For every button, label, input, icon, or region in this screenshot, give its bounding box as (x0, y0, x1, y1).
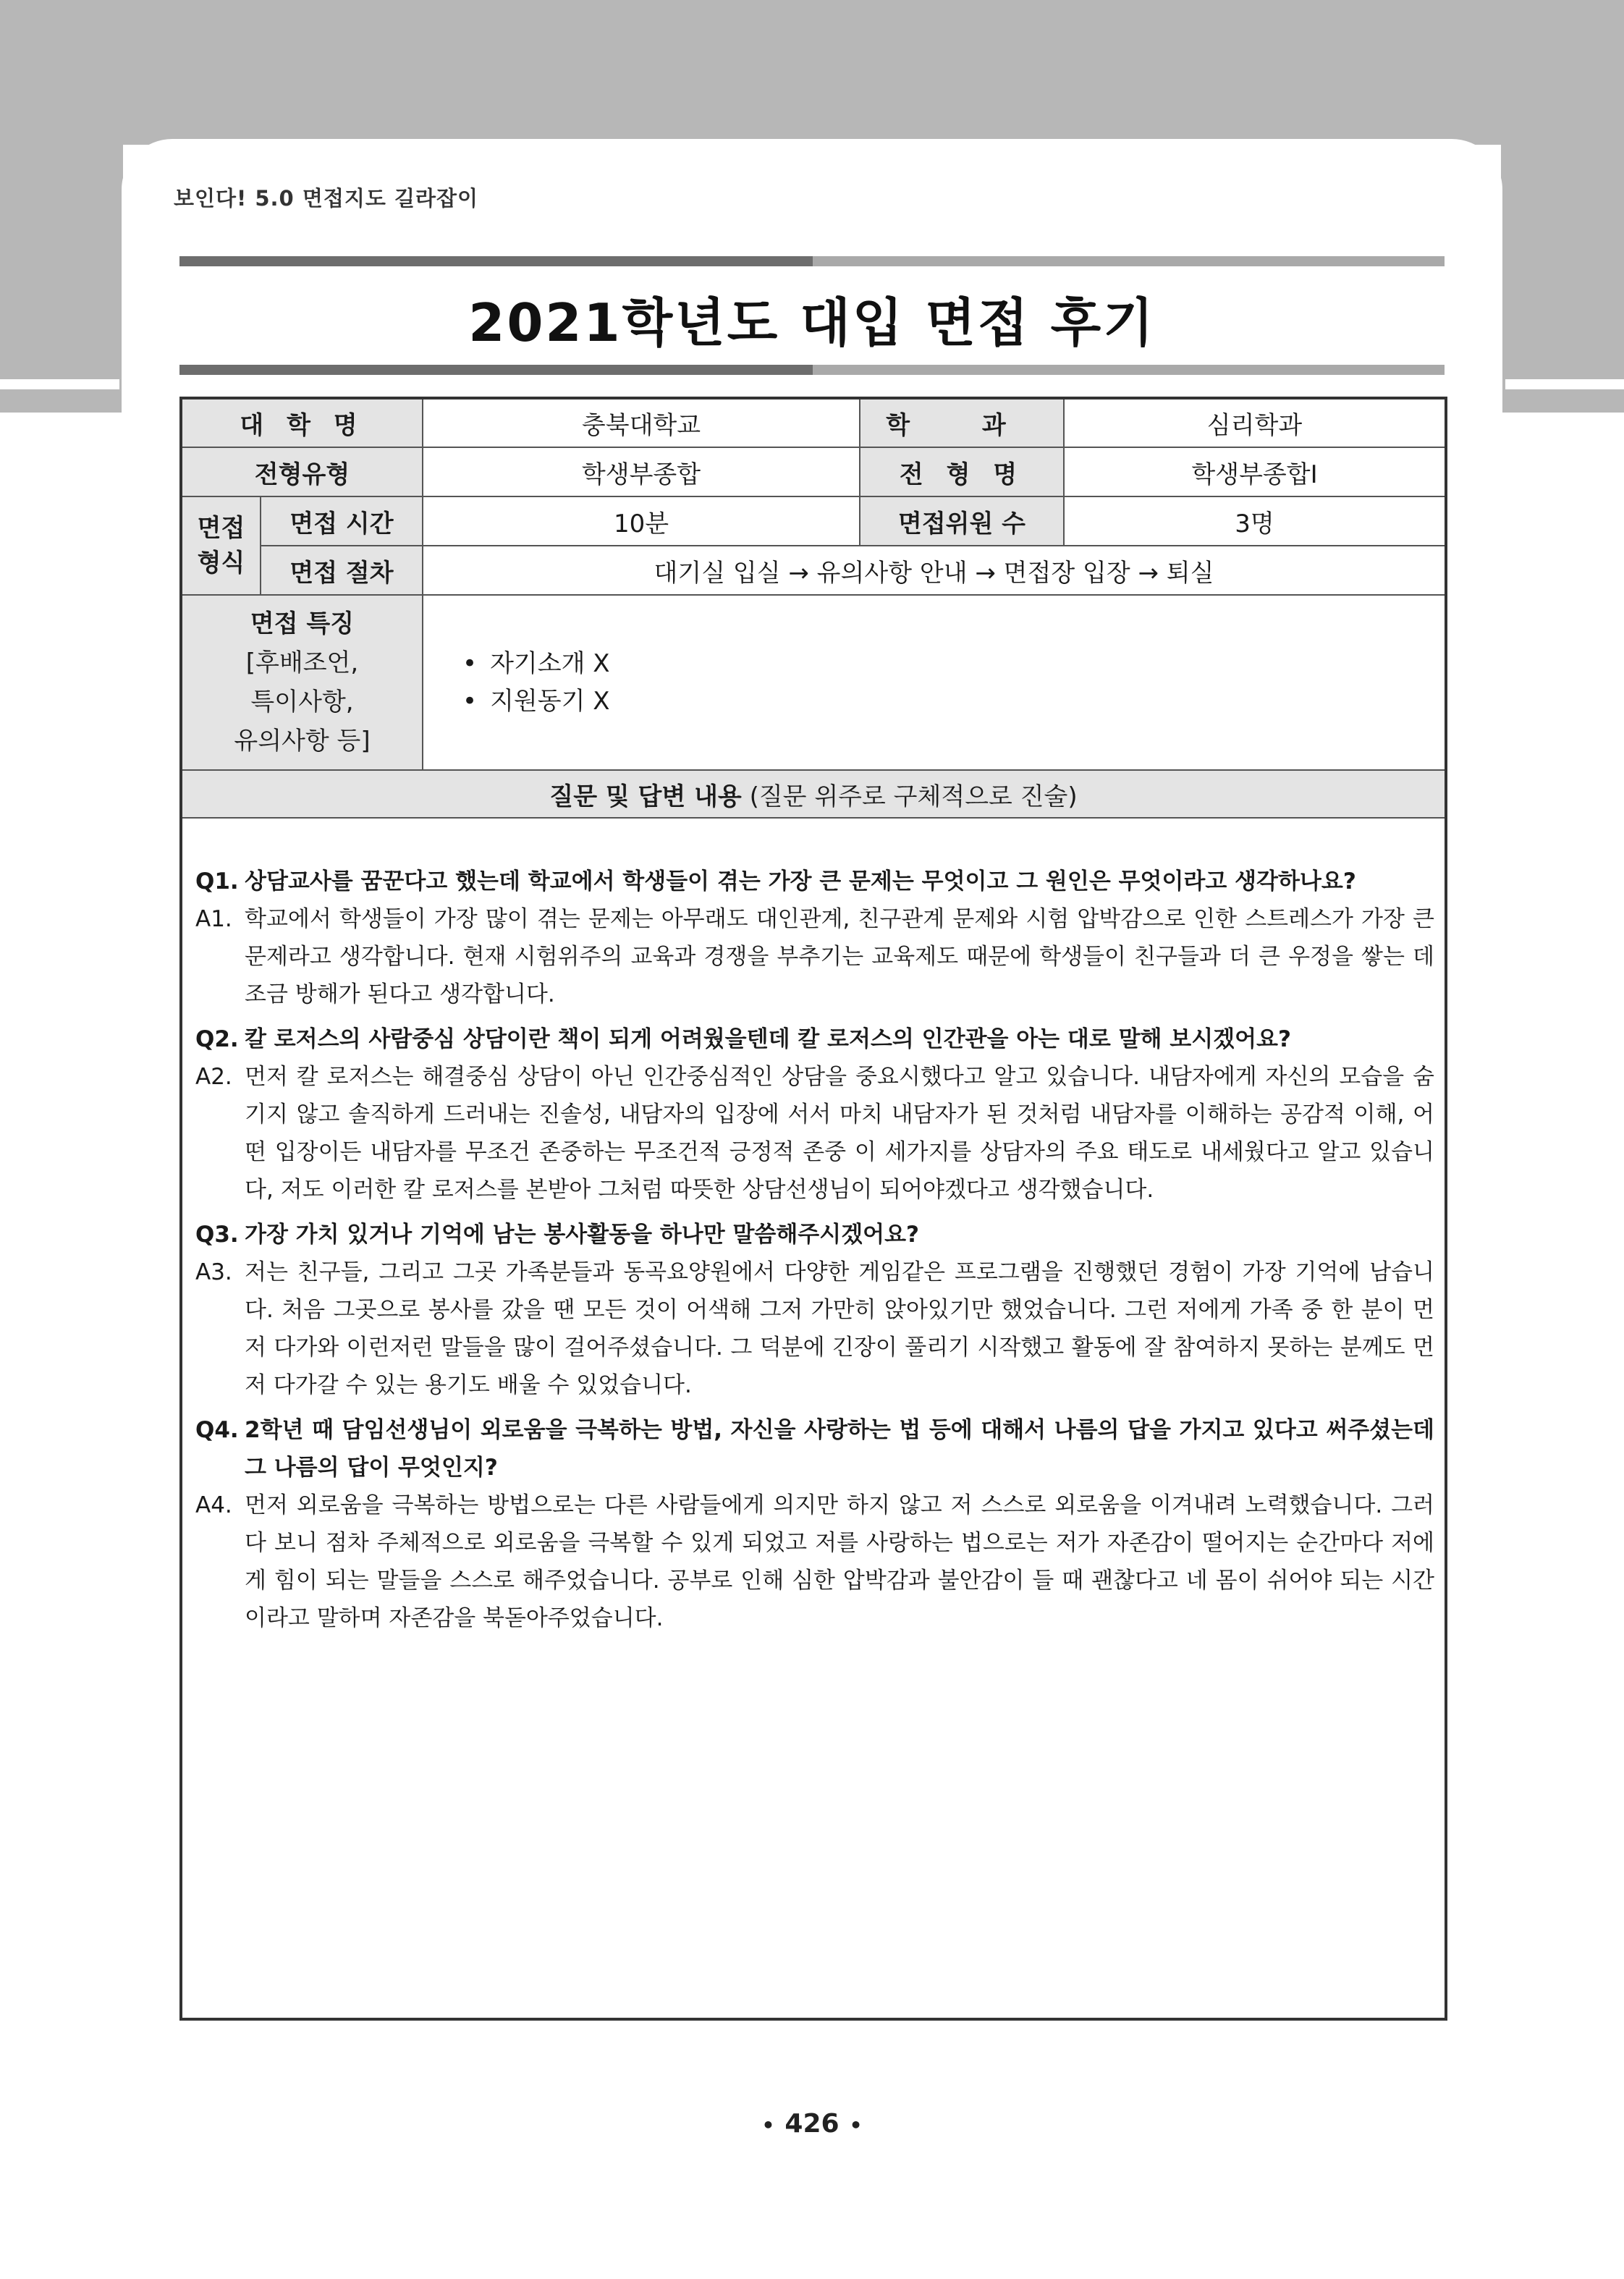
bullet-dot-icon: • (761, 2113, 775, 2137)
qa-header-bold: 질문 및 답변 내용 (549, 782, 742, 811)
admission-type-label: 전형유형 (181, 447, 423, 496)
bullet-dot-icon: • (849, 2113, 863, 2137)
qa-section (179, 818, 1447, 2021)
title-bar-bottom (179, 365, 1445, 375)
interviewers-label: 면접위원 수 (860, 496, 1064, 546)
features-value (423, 595, 1446, 770)
running-head: 보인다! 5.0 면접지도 길라잡이 (174, 186, 479, 211)
table-row (181, 398, 1446, 447)
procedure-value: 대기실 입실 → 유의사항 안내 → 면접장 입장 → 퇴실 (423, 546, 1446, 595)
a-line (195, 900, 1434, 1013)
list-item: • 자기소개 X (462, 645, 1445, 682)
question-text: 상담교사를 꿈꾼다고 했는데 학교에서 학생들이 겪는 가장 큰 문제는 무엇이고 그 원인은 무엇이라고 생각하나요? (245, 868, 1356, 895)
question-text: 2학년 때 담임선생님이 외로움을 극복하는 방법, 자신을 사랑하는 법 등에 대해서 나름의 답을 가지고 있다고 써주셨는데 그 나름의 답이 무엇인지? (245, 1417, 1434, 1481)
department-value: 심리학과 (1064, 398, 1446, 447)
left-gap (0, 379, 119, 389)
admission-type-value: 학생부종합 (423, 447, 860, 496)
table-row (181, 546, 1446, 595)
table-row (181, 595, 1446, 770)
qa-content (195, 863, 1434, 1644)
qa-header-note: (질문 위주로 구체적으로 진술) (741, 782, 1078, 811)
a-line (195, 1253, 1434, 1404)
right-gap (1505, 379, 1624, 389)
department-label: 학 과 (860, 398, 1064, 447)
qa-item-2 (195, 1020, 1434, 1209)
answer-label: A1. (195, 906, 232, 932)
table-row (181, 770, 1446, 818)
features-label (181, 595, 423, 770)
qa-item-3 (195, 1216, 1434, 1404)
university-value: 충북대학교 (423, 398, 860, 447)
title-bar-top (179, 256, 1445, 266)
question-label: Q4. (195, 1417, 239, 1443)
features-label-line4: 유의사항 등] (234, 727, 371, 756)
answer-text: 학교에서 학생들이 가장 많이 겪는 문제는 아무래도 대인관계, 친구관계 문제와 시험 압박감으로 인한 스트레스가 가장 큰 문제라고 생각합니다. 현재 시험위주의 교육과 경쟁을 부추기는 교육제도 때문에 학생들이 친구들과 더 큰 우정을 쌓는 데 조금 방해가 된다고 생각합니다. (245, 906, 1434, 1007)
page-footer (0, 2109, 1624, 2139)
qa-item-1 (195, 863, 1434, 1013)
a-line (195, 1058, 1434, 1209)
qa-item-4 (195, 1411, 1434, 1637)
a-line (195, 1487, 1434, 1637)
features-label-line3: 특이사항, (250, 688, 354, 716)
question-text: 칼 로저스의 사람중심 상담이란 책이 되게 어려웠을텐데 칼 로저스의 인간관을 아는 대로 말해 보시겠어요? (245, 1026, 1291, 1052)
table-row (181, 496, 1446, 546)
page-title: 2021학년도 대입 면접 후기 (468, 292, 1156, 353)
bar-light (813, 365, 1445, 375)
answer-text: 먼저 외로움을 극복하는 방법으로는 다른 사람들에게 의지만 하지 않고 저 스스로 외로움을 이겨내려 노력했습니다. 그러다 보니 점차 주체적으로 외로움을 극복할 수 있게 되었고 저를 사랑하는 법으로는 저가 자존감이 떨어지는 순간마다 저에게 힘이 되는 말들을 스스로 해주었습니다. 공부로 인해 심한 압박감과 불안감이 들 때 괜찮다고 네 몸이 쉬어야 되는 시간이라고 말하며 자존감을 북돋아주었습니다. (245, 1492, 1434, 1631)
format-label-line2: 형식 (197, 549, 245, 578)
university-label: 대 학 명 (181, 398, 423, 447)
q-line (195, 863, 1434, 900)
question-label: Q1. (195, 868, 239, 895)
features-label-line1: 면접 특징 (250, 609, 355, 638)
answer-text: 저는 친구들, 그리고 그곳 가족분들과 동곡요양원에서 다양한 게임같은 프로그램을 진행했던 경험이 가장 기억에 남습니다. 처음 그곳으로 봉사를 갔을 땐 모든 것이 어색해 그저 가만히 앉아있기만 했었습니다. 그런 저에게 가족 중 한 분이 먼저 다가와 이런저런 말들을 많이 걸어주셨습니다. 그 덕분에 긴장이 풀리기 시작했고 활동에 잘 참여하지 못하는 분께도 먼저 다가갈 수 있는 용기도 배울 수 있었습니다. (245, 1259, 1434, 1398)
list-item: • 지원동기 X (462, 682, 1445, 720)
page-number: 426 (784, 2109, 840, 2139)
features-label-line2: [후배조언, (245, 648, 359, 677)
q-line (195, 1411, 1434, 1487)
answer-label: A2. (195, 1064, 232, 1090)
right-background-band (1501, 145, 1624, 413)
answer-text: 먼저 칼 로저스는 해결중심 상담이 아닌 인간중심적인 상담을 중요시했다고 알고 있습니다. 내담자에게 자신의 모습을 숨기지 않고 솔직하게 드러내는 진솔성, 내담자의 입장에 서서 마치 내담자가 된 것처럼 내담자를 이해하는 공감적 이해, 어떤 입장이든 내담자를 무조건 존중하는 무조건적 긍정적 존중 이 세가지를 상담자의 주요 태도로 내세웠다고 알고 있습니다, 저도 이러한 칼 로저스를 본받아 그처럼 따뜻한 상담선생님이 되어야겠다고 생각했습니다. (245, 1064, 1434, 1203)
q-line (195, 1216, 1434, 1253)
bar-dark (179, 365, 813, 375)
left-background-band (0, 145, 123, 413)
q-line (195, 1020, 1434, 1058)
left-side-line (0, 391, 119, 402)
qa-section-header (181, 770, 1446, 818)
interviewers-value: 3명 (1064, 496, 1446, 546)
features-list (441, 645, 1445, 720)
question-text: 가장 가치 있거나 기억에 남는 봉사활동을 하나만 말씀해주시겠어요? (245, 1222, 920, 1248)
bar-dark (179, 256, 813, 266)
format-label (181, 496, 261, 595)
question-label: Q3. (195, 1222, 239, 1248)
procedure-label: 면접 절차 (261, 546, 423, 595)
admission-name-value: 학생부종합I (1064, 447, 1446, 496)
answer-label: A4. (195, 1492, 232, 1518)
answer-label: A3. (195, 1259, 232, 1285)
admission-name-label: 전 형 명 (860, 447, 1064, 496)
interview-info-table (179, 397, 1447, 819)
format-label-line1: 면접 (197, 514, 245, 543)
time-value: 10분 (423, 496, 860, 546)
time-label: 면접 시간 (261, 496, 423, 546)
right-side-line (1505, 391, 1624, 402)
question-label: Q2. (195, 1026, 239, 1052)
bar-light (813, 256, 1445, 266)
top-background-band (0, 0, 1624, 145)
table-row (181, 447, 1446, 496)
